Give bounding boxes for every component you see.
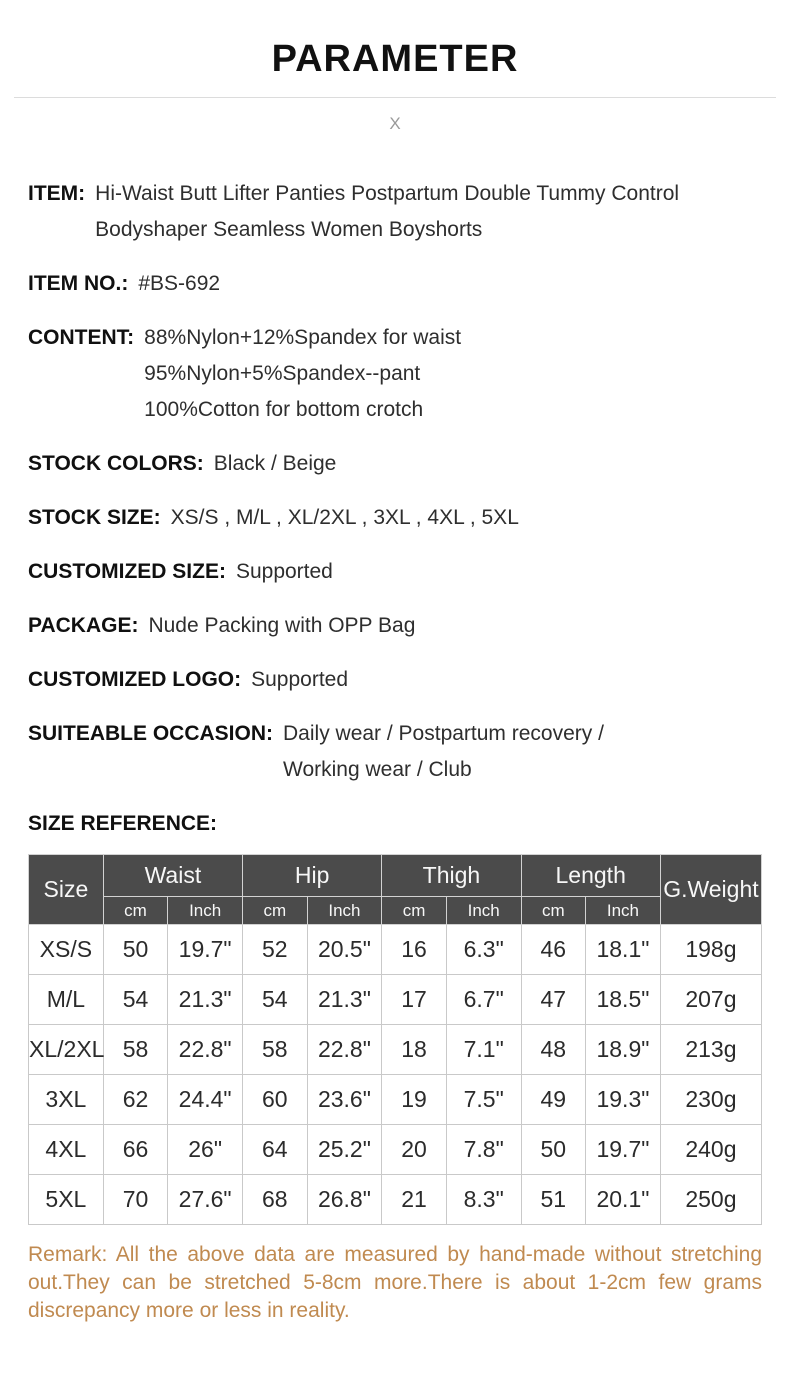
detail-line: Supported bbox=[251, 668, 349, 691]
column-header-length: Length bbox=[521, 855, 660, 897]
size-reference-table bbox=[28, 854, 762, 1225]
detail-value bbox=[214, 446, 337, 482]
table-cell: 18.9" bbox=[586, 1025, 661, 1075]
size-cell: M/L bbox=[29, 975, 104, 1025]
table-cell: 62 bbox=[103, 1075, 168, 1125]
detail-value bbox=[148, 608, 415, 644]
detail-line: XS/S , M/L , XL/2XL , 3XL , 4XL , 5XL bbox=[170, 506, 519, 529]
table-cell: 19.7" bbox=[168, 925, 243, 975]
detail-value bbox=[138, 266, 220, 302]
table-cell: 20.5" bbox=[307, 925, 382, 975]
table-cell: 58 bbox=[103, 1025, 168, 1075]
size-cell: 3XL bbox=[29, 1075, 104, 1125]
table-cell: 50 bbox=[103, 925, 168, 975]
table-cell: 68 bbox=[243, 1175, 308, 1225]
column-header-hip: Hip bbox=[243, 855, 382, 897]
table-cell: 24.4" bbox=[168, 1075, 243, 1125]
size-cell: 4XL bbox=[29, 1125, 104, 1175]
table-cell: 49 bbox=[521, 1075, 586, 1125]
detail-row-content bbox=[28, 320, 762, 428]
detail-line: 88%Nylon+12%Spandex for waist bbox=[144, 326, 462, 349]
table-cell: 7.5" bbox=[446, 1075, 521, 1125]
detail-label: SIZE REFERENCE: bbox=[28, 812, 218, 835]
size-cell: 5XL bbox=[29, 1175, 104, 1225]
table-cell: 198g bbox=[660, 925, 761, 975]
table-cell: 70 bbox=[103, 1175, 168, 1225]
table-cell: 6.3" bbox=[446, 925, 521, 975]
detail-row-item bbox=[28, 176, 762, 248]
table-cell: 230g bbox=[660, 1075, 761, 1125]
product-details-list bbox=[28, 176, 762, 842]
column-subheader-hip-inch: Inch bbox=[307, 897, 382, 925]
detail-row-stock-colors bbox=[28, 446, 762, 482]
column-header-waist: Waist bbox=[103, 855, 242, 897]
table-cell: 22.8" bbox=[307, 1025, 382, 1075]
table-row-m-l bbox=[29, 975, 762, 1025]
table-cell: 54 bbox=[103, 975, 168, 1025]
detail-label: ITEM NO.: bbox=[28, 272, 129, 295]
table-cell: 54 bbox=[243, 975, 308, 1025]
table-cell: 17 bbox=[382, 975, 447, 1025]
table-cell: 26" bbox=[168, 1125, 243, 1175]
table-row-4xl bbox=[29, 1125, 762, 1175]
size-table-body bbox=[29, 925, 762, 1225]
detail-label: ITEM: bbox=[28, 182, 86, 205]
table-cell: 20 bbox=[382, 1125, 447, 1175]
detail-line: 100%Cotton for bottom crotch bbox=[144, 398, 424, 421]
detail-line: Hi-Waist Butt Lifter Panties Postpartum Double Tummy Control bbox=[95, 182, 680, 205]
table-cell: 50 bbox=[521, 1125, 586, 1175]
table-cell: 21 bbox=[382, 1175, 447, 1225]
table-cell: 20.1" bbox=[586, 1175, 661, 1225]
header-divider bbox=[14, 97, 776, 98]
detail-value bbox=[283, 716, 604, 788]
detail-label: PACKAGE: bbox=[28, 614, 139, 637]
table-cell: 23.6" bbox=[307, 1075, 382, 1125]
detail-label: STOCK SIZE: bbox=[28, 506, 161, 529]
column-subheader-waist-cm: cm bbox=[103, 897, 168, 925]
detail-row-package bbox=[28, 608, 762, 644]
detail-value bbox=[144, 320, 461, 428]
detail-row-customized-size bbox=[28, 554, 762, 590]
detail-label: CONTENT: bbox=[28, 326, 135, 349]
detail-row-stock-size bbox=[28, 500, 762, 536]
table-cell: 27.6" bbox=[168, 1175, 243, 1225]
size-table-header bbox=[29, 855, 762, 925]
table-cell: 19.3" bbox=[586, 1075, 661, 1125]
table-row-3xl bbox=[29, 1075, 762, 1125]
page-title: PARAMETER bbox=[271, 38, 519, 80]
parameter-page bbox=[0, 38, 790, 1378]
table-cell: 8.3" bbox=[446, 1175, 521, 1225]
detail-label: SUITEABLE OCCASION: bbox=[28, 722, 274, 745]
table-cell: 250g bbox=[660, 1175, 761, 1225]
table-cell: 21.3" bbox=[307, 975, 382, 1025]
detail-line: Supported bbox=[235, 560, 333, 583]
column-subheader-length-inch: Inch bbox=[586, 897, 661, 925]
table-cell: 7.8" bbox=[446, 1125, 521, 1175]
table-cell: 6.7" bbox=[446, 975, 521, 1025]
table-cell: 19 bbox=[382, 1075, 447, 1125]
size-cell: XS/S bbox=[29, 925, 104, 975]
column-subheader-thigh-cm: cm bbox=[382, 897, 447, 925]
table-cell: 26.8" bbox=[307, 1175, 382, 1225]
column-header-size: Size bbox=[29, 855, 104, 925]
column-header-thigh: Thigh bbox=[382, 855, 521, 897]
detail-value bbox=[236, 554, 333, 590]
table-cell: 52 bbox=[243, 925, 308, 975]
detail-row-suiteable-occasion bbox=[28, 716, 762, 788]
table-row-xl-2xl bbox=[29, 1025, 762, 1075]
detail-line: #BS-692 bbox=[138, 272, 221, 295]
table-cell: 66 bbox=[103, 1125, 168, 1175]
table-cell: 48 bbox=[521, 1025, 586, 1075]
detail-line: Working wear / Club bbox=[283, 758, 472, 781]
table-cell: 51 bbox=[521, 1175, 586, 1225]
table-cell: 60 bbox=[243, 1075, 308, 1125]
table-cell: 58 bbox=[243, 1025, 308, 1075]
detail-value bbox=[251, 662, 348, 698]
column-subheader-waist-inch: Inch bbox=[168, 897, 243, 925]
table-cell: 18 bbox=[382, 1025, 447, 1075]
table-cell: 19.7" bbox=[586, 1125, 661, 1175]
table-cell: 18.5" bbox=[586, 975, 661, 1025]
table-cell: 240g bbox=[660, 1125, 761, 1175]
detail-line: Nude Packing with OPP Bag bbox=[148, 614, 416, 637]
table-cell: 22.8" bbox=[168, 1025, 243, 1075]
size-cell: XL/2XL bbox=[29, 1025, 104, 1075]
remark-text: Remark: All the above data are measured by hand-made without stretching out.They can be stretched 5-8cm more.There is about 1-2cm few grams discrepancy more or less in reality. bbox=[28, 1243, 762, 1322]
detail-label: STOCK COLORS: bbox=[28, 452, 204, 475]
column-subheader-hip-cm: cm bbox=[243, 897, 308, 925]
table-cell: 46 bbox=[521, 925, 586, 975]
column-subheader-thigh-inch: Inch bbox=[446, 897, 521, 925]
detail-label: CUSTOMIZED SIZE: bbox=[28, 560, 226, 583]
detail-line: 95%Nylon+5%Spandex--pant bbox=[144, 362, 421, 385]
column-subheader-length-cm: cm bbox=[521, 897, 586, 925]
detail-row-customized-logo bbox=[28, 662, 762, 698]
table-cell: 47 bbox=[521, 975, 586, 1025]
table-cell: 7.1" bbox=[446, 1025, 521, 1075]
table-cell: 25.2" bbox=[307, 1125, 382, 1175]
table-cell: 207g bbox=[660, 975, 761, 1025]
column-header-g-weight: G.Weight bbox=[660, 855, 761, 925]
detail-line: Daily wear / Postpartum recovery / bbox=[283, 722, 604, 745]
table-row-xs-s bbox=[29, 925, 762, 975]
table-cell: 64 bbox=[243, 1125, 308, 1175]
table-row-5xl bbox=[29, 1175, 762, 1225]
detail-row-item-no bbox=[28, 266, 762, 302]
table-cell: 213g bbox=[660, 1025, 761, 1075]
broken-image-placeholder-icon: X bbox=[389, 114, 401, 133]
detail-line: Bodyshaper Seamless Women Boyshorts bbox=[95, 218, 483, 241]
table-cell: 21.3" bbox=[168, 975, 243, 1025]
detail-row-size-reference bbox=[28, 806, 762, 842]
detail-value bbox=[171, 500, 519, 536]
detail-value bbox=[95, 176, 679, 248]
detail-label: CUSTOMIZED LOGO: bbox=[28, 668, 242, 691]
detail-line: Black / Beige bbox=[213, 452, 337, 475]
table-cell: 16 bbox=[382, 925, 447, 975]
table-cell: 18.1" bbox=[586, 925, 661, 975]
